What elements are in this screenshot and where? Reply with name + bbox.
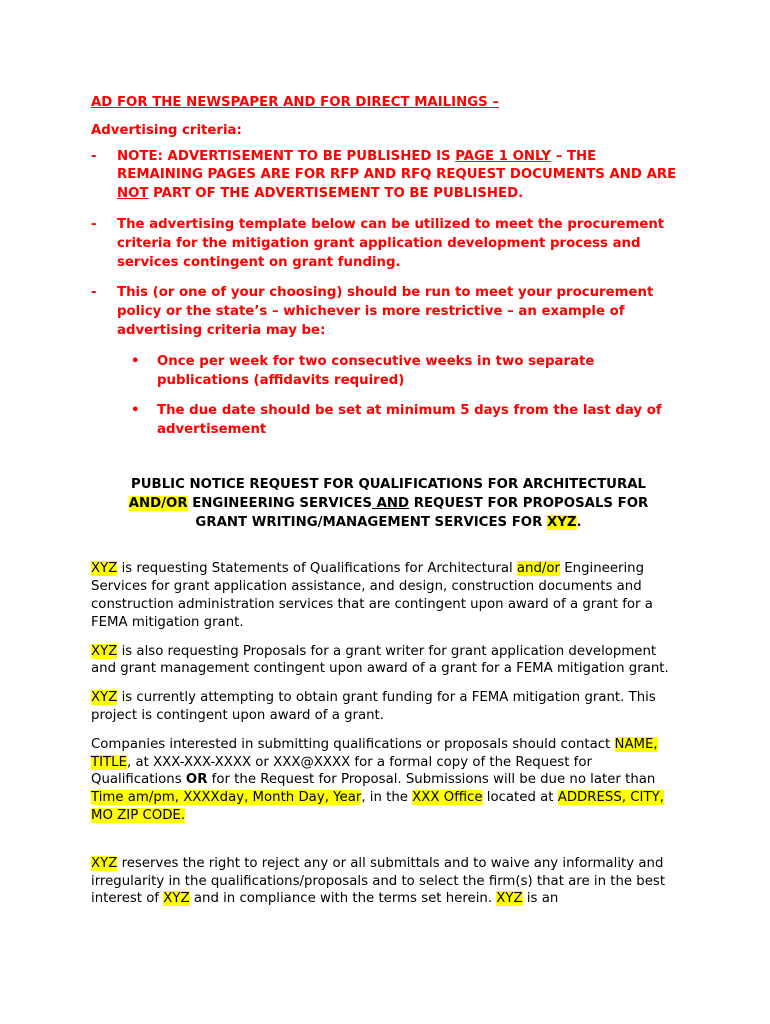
sub-item-text: Once per week for two consecutive weeks in two separate publications (affidavits required) — [157, 353, 595, 388]
bold-text: OR — [185, 772, 208, 788]
criteria-text — [117, 148, 677, 204]
highlighted-placeholder: XYZ — [163, 891, 190, 907]
criteria-item — [91, 148, 681, 204]
ad-title: AD FOR THE NEWSPAPER AND FOR DIRECT MAILINGS – — [91, 95, 499, 110]
highlighted-placeholder: XYZ — [91, 690, 118, 706]
highlighted-placeholder: AND/OR — [128, 495, 188, 511]
text-run: , at XXX-XXX-XXXX or XXX@XXXX for a formal copy of the Request for Qualifications — [91, 754, 592, 788]
sub-item — [131, 402, 681, 440]
text-run: located at — [482, 790, 558, 806]
text-run: The advertising template below can be utilized to meet the procurement criteria for the mitigation grant application development process and services contingent on grant funding. — [117, 216, 665, 270]
public-notice-heading — [91, 476, 676, 532]
paragraph — [91, 560, 681, 631]
text-run: for the Request for Proposal. Submissions will be due no later than — [207, 772, 656, 788]
text-run: Companies interested in submitting qualifications or proposals should contact — [91, 736, 615, 752]
text-run: is also requesting Proposals for a grant writer for grant application development and grant management contingent upon award of a grant for a FEMA mitigation grant. — [91, 643, 669, 677]
paragraph — [91, 643, 681, 679]
bullet-icon: • — [131, 353, 140, 369]
text-run: , in the — [361, 790, 413, 806]
dash-marker: - — [91, 216, 97, 232]
text-run: – THE REMAINING PAGES ARE FOR RFP AND RFQ REQUEST DOCUMENTS AND ARE — [117, 148, 677, 183]
notice-body — [91, 560, 681, 908]
text-run: REQUEST FOR PROPOSALS FOR GRANT WRITING/MANAGEMENT SERVICES FOR — [195, 495, 649, 530]
underlined-text: PAGE 1 ONLY — [455, 148, 552, 164]
highlighted-placeholder: XYZ — [91, 855, 118, 871]
highlighted-placeholder: XXX Office — [412, 790, 483, 806]
paragraph — [91, 689, 681, 725]
text-run: ENGINEERING SERVICES — [187, 495, 372, 511]
highlighted-placeholder: Time am/pm, XXXXday, Month Day, Year — [91, 790, 362, 806]
dash-marker: - — [91, 285, 97, 301]
criteria-list — [91, 148, 681, 440]
criteria-text — [117, 284, 677, 340]
text-run: reserves the right to reject any or all submittals and to waive any informality and irregularity in the qualifications/proposals and to select the firm(s) that are in the best interest of — [91, 855, 666, 907]
highlighted-placeholder: XYZ — [91, 561, 118, 577]
paragraph — [91, 736, 681, 825]
text-run: NOTE: ADVERTISEMENT TO BE PUBLISHED IS — [117, 148, 456, 164]
highlighted-placeholder: XYZ — [496, 891, 523, 907]
bullet-icon: • — [131, 403, 140, 419]
text-run: is requesting Statements of Qualifications for Architectural — [117, 561, 517, 577]
highlighted-placeholder: NAME, TITLE — [91, 736, 658, 770]
text-run: . — [576, 514, 582, 530]
criteria-item — [91, 216, 681, 272]
text-run: PART OF THE ADVERTISEMENT TO BE PUBLISHED. — [148, 186, 524, 202]
dash-marker: - — [91, 148, 97, 164]
criteria-label: Advertising criteria: — [91, 122, 242, 138]
sub-item — [131, 353, 681, 391]
text-run: and in compliance with the terms set herein. — [189, 891, 497, 907]
underlined-text: NOT — [117, 186, 149, 202]
text-run: is currently attempting to obtain grant funding for a FEMA mitigation grant. This project is contingent upon award of a grant. — [91, 690, 656, 723]
highlighted-placeholder: ADDRESS, CITY, MO ZIP CODE. — [91, 790, 664, 823]
paragraph — [91, 855, 681, 908]
document-page — [91, 94, 681, 919]
text-run: Engineering Services for grant application assistance, and design, construction documents and construction administration services that are contingent upon award of a grant for a FEMA mitigation grant. — [91, 561, 653, 630]
highlighted-placeholder: XYZ — [546, 514, 577, 530]
highlighted-placeholder: XYZ — [91, 643, 118, 659]
text-run: is an — [522, 891, 559, 907]
text-run: PUBLIC NOTICE REQUEST FOR QUALIFICATIONS FOR ARCHITECTURAL — [131, 476, 646, 492]
text-run: This (or one of your choosing) should be run to meet your procurement policy or the state’s – whichever is more restrictive – an example of advertising criteria may be: — [117, 285, 654, 338]
criteria-text — [117, 216, 677, 272]
criteria-item — [91, 284, 681, 340]
highlighted-placeholder: and/or — [516, 561, 561, 577]
underlined-text: AND — [372, 495, 410, 511]
sub-item-text: The due date should be set at minimum 5 days from the last day of advertisement — [157, 403, 662, 438]
